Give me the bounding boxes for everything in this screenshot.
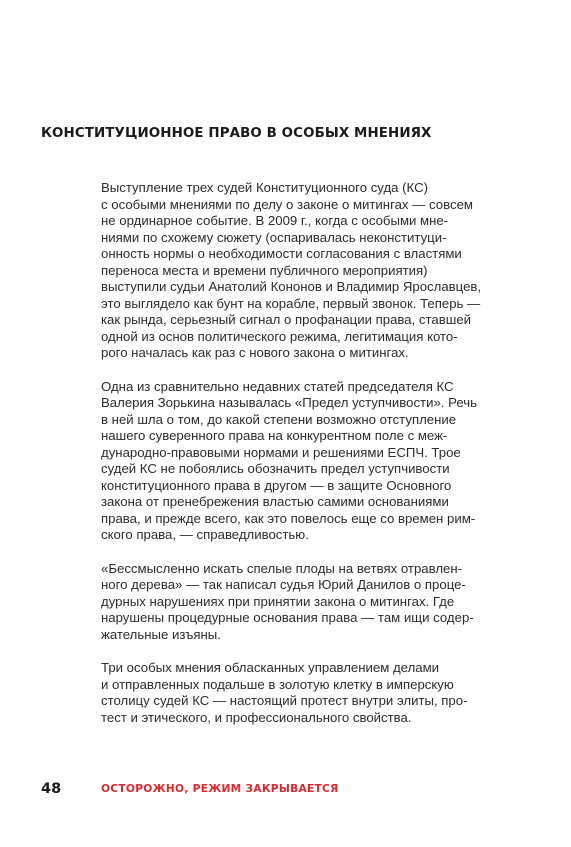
text-line: «Бессмысленно искать спелые плоды на ветвях отравлен- (101, 560, 463, 576)
text-line: конституционного права в другом — в защите Основного (101, 477, 452, 493)
text-line: рого началась как раз с нового закона о митингах. (101, 345, 409, 360)
text-line: выступили судьи Анатолий Кононов и Владимир Ярославцев, (101, 279, 482, 294)
text-line: нарушены процедурные основания права — там ищи содер- (101, 610, 474, 625)
text-line: переноса места и времени публичного мероприятия) (101, 262, 428, 278)
text-line: одной из основ политического режима, легитимация кото- (101, 328, 458, 344)
paragraph (101, 180, 501, 362)
text-line: дународно-правовыми нормами и решениями ЕСПЧ. Трое (101, 444, 461, 460)
running-title: ОСТОРОЖНО, РЕЖИМ ЗАКРЫВАЕТСЯ (101, 783, 339, 795)
paragraph (101, 561, 501, 644)
text-line: ского права, — справедливостью. (101, 527, 309, 542)
page-footer (41, 780, 339, 798)
text-line: тест и этического, и профессионального свойства. (101, 709, 412, 725)
text-line: Три особых мнения обласканных управлением делами (101, 660, 440, 675)
text-line: жательные изъяны. (101, 626, 221, 642)
text-line: нашего суверенного права на конкурентном поле с меж- (101, 428, 448, 443)
text-line: в ней шла о том, до какой степени возможно отступление (101, 411, 457, 427)
text-line: онность нормы о необходимости согласования с властями (101, 246, 462, 261)
text-line: Валерия Зорькина называлась «Предел уступчивости». Речь (101, 395, 477, 410)
text-line: судей КС не побоялись обозначить предел уступчивости (101, 461, 450, 476)
text-line: ниями по схожему сюжету (оспаривалась неконституци- (101, 229, 447, 245)
text-line: закона от пренебрежения властью самими основаниями (101, 494, 449, 509)
paragraph (101, 660, 501, 726)
text-line: как рында, серьезный сигнал о профанации права, ставшей (101, 312, 472, 327)
text-line: права, и прежде всего, как это повелось еще со времен рим- (101, 510, 476, 526)
article-body (101, 180, 501, 743)
text-line: это выглядело как бунт на корабле, первый звонок. Теперь — (101, 295, 481, 311)
text-line: не ординарное событие. В 2009 г., когда с особыми мне- (101, 213, 449, 228)
page-number: 48 (41, 781, 62, 797)
text-line: и отправленных подальше в золотую клетку в имперскую (101, 676, 454, 692)
text-line: Одна из сравнительно недавних статей председателя КС (101, 378, 454, 394)
text-line: Выступление трех судей Конституционного суда (КС) (101, 180, 428, 195)
text-line: с особыми мнениями по делу о законе о митингах — совсем (101, 196, 473, 212)
section-heading: КОНСТИТУЦИОННОЕ ПРАВО В ОСОБЫХ МНЕНИЯХ (41, 126, 432, 141)
paragraph (101, 379, 501, 544)
text-line: ного дерева» — так написал судья Юрий Данилов о проце- (101, 577, 466, 592)
text-line: столицу судей КС — настоящий протест внутри элиты, про- (101, 693, 468, 708)
text-line: дурных нарушениях при принятии закона о митингах. Где (101, 593, 455, 609)
